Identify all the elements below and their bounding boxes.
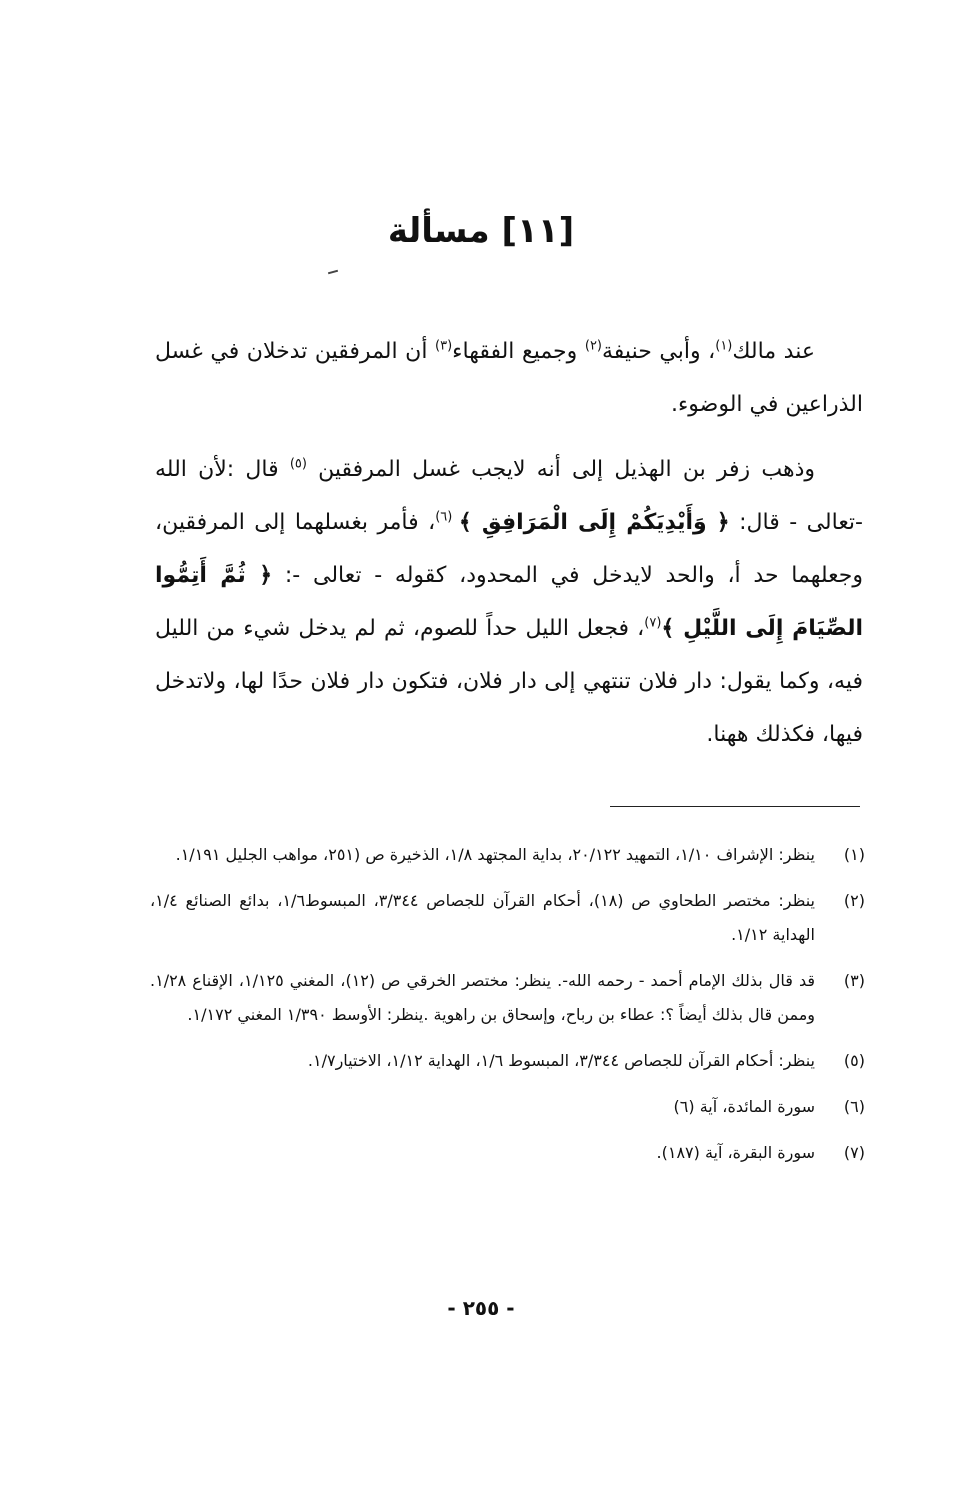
footnote-number: (١) xyxy=(843,845,865,864)
page-number: - ٢٥٥ - xyxy=(447,1296,515,1320)
paragraph-2 xyxy=(155,443,863,761)
paragraph-1 xyxy=(155,325,863,431)
footnote-item xyxy=(150,838,865,872)
page-title: [١١] مسألة xyxy=(387,211,575,251)
footnote-text: ينظر: مختصر الطحاوي ص (١٨)، أحكام القرآن للجصاص ٣/٣٤٤، المبسوط١/٦، بدائع الصنائع ١/٤، الهداية ١/١٢. xyxy=(150,891,816,944)
text-segment: وجميع الفقهاء xyxy=(452,339,585,364)
footnote-number: (٦) xyxy=(843,1097,865,1116)
footnote-number: (٥) xyxy=(843,1051,865,1070)
footnote-ref-2: (٢) xyxy=(584,338,602,354)
text-segment: أن المرفقين تدخلان في غسل الذراعين في الوضوء. xyxy=(155,339,863,417)
footnote-number: (٧) xyxy=(843,1143,865,1162)
stray-ink-mark xyxy=(328,270,338,275)
text-segment: ، فأمر بغسلهما إلى المرفقين، وجعلهما حد أ، والحد لايدخل في المحدود، كقوله - تعالى -: xyxy=(155,510,863,588)
footnote-ref-6: (٦) xyxy=(435,509,459,525)
footnote-ref-3: (٣) xyxy=(435,338,453,354)
footnotes-section xyxy=(150,838,865,1182)
footnote-text: ينظر: الإشراف ١/١٠، التمهيد ٢٠/١٢٢، بداية المجتهد ١/٨، الذخيرة ص (٢٥١، مواهب الجليل ١/١٩١. xyxy=(175,845,815,864)
footnote-separator xyxy=(610,806,860,807)
footnote-item xyxy=(150,884,865,952)
footnote-item xyxy=(150,964,865,1032)
footnote-number: (٣) xyxy=(843,971,865,990)
footnote-item xyxy=(150,1136,865,1170)
footnote-item xyxy=(150,1090,865,1124)
main-text xyxy=(155,325,863,761)
footnote-text: ينظر: أحكام القرآن للجصاص ٣/٣٤٤، المبسوط ١/٦، الهداية ١/١٢، الاختيار١/٧. xyxy=(307,1051,815,1070)
footnote-text: سورة المائدة، آية (٦) xyxy=(673,1097,815,1116)
text-segment: ، فجعل الليل حداً للصوم، ثم لم يدخل شيء من الليل فيه، وكما يقول: دار فلان تنتهي إلى دار فلان، فتكون دار فلان حدًا لها، ولاتدخل فيها، فكذلك ههنا. xyxy=(155,616,863,747)
footnote-ref-1: (١) xyxy=(715,338,733,354)
footnote-text: سورة البقرة، آية (١٨٧). xyxy=(656,1143,815,1162)
quran-quote-2: ﴿ ثُمَّ أَتِمُّوا الصِّيَامَ إِلَى اللَّيْلِ ﴾ xyxy=(155,563,864,641)
text-segment: عند مالك xyxy=(732,339,815,364)
footnote-number: (٢) xyxy=(843,891,865,910)
footnote-item xyxy=(150,1044,865,1078)
footnote-ref-7: (٧) xyxy=(644,615,662,631)
quran-quote-1: ﴿ وَأَيْدِيَكُمْ إِلَى الْمَرَافِقِ ﴾ xyxy=(458,510,730,535)
text-segment: وذهب زفر بن الهذيل إلى أنه لايجب غسل المرفقين xyxy=(306,457,815,482)
text-segment: ، وأبي حنيفة xyxy=(602,339,716,364)
footnote-text: قد قال بذلك الإمام أحمد - رحمه الله-. ينظر: مختصر الخرقي ص (١٢)، المغني ١/١٢٥، الإقناع ١/٢٨. وممن قال بذلك أيضاً ؟: عطاء بن رباح، وإسحاق بن راهوية .ينظر: الأوسط ١/٣٩٠ المغني ١/١٧٢. xyxy=(150,971,816,1024)
footnote-ref-5: (٥) xyxy=(289,456,307,472)
text-segment: قال :لأن الله -تعالى - قال: xyxy=(155,457,863,535)
